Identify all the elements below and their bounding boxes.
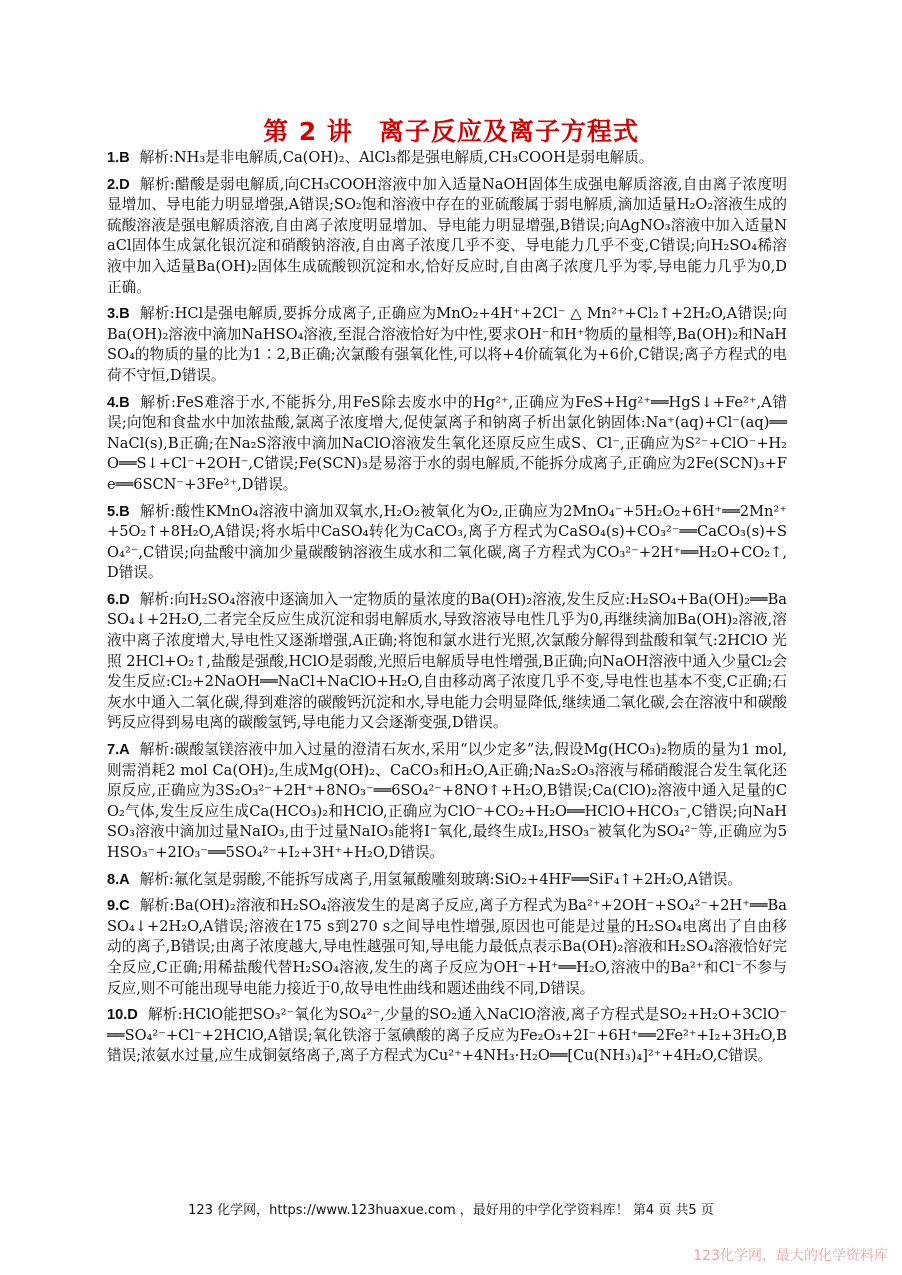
answer-item [107,870,787,891]
answer-number: 4.B [107,394,130,411]
answer-number: 6.D [107,591,130,608]
answer-number: 7.A [107,742,130,759]
watermark-text: 123化学网，最大的化学资料库 [693,1248,888,1264]
answer-item [107,393,787,496]
answer-item [107,740,787,864]
answer-item [107,502,787,584]
answer-list [107,148,787,1073]
answer-item [107,590,787,734]
answer-text: 解析:碳酸氢镁溶液中加入过量的澄清石灰水,采用“以少定多”法,假设Mg(HCO₃)₂物质的量为1 mol,则需消耗2 mol Ca(OH)₂,生成Mg(OH)₂、CaCO₃和H₂O,A正确;Na₂S₂O₃溶液与稀硝酸混合发生氧化还原反应,正确应为3S₂O₃²⁻+2H⁺+8NO₃⁻══6SO₄²⁻+8NO↑+H₂O,B错误;Ca(ClO)₂溶液中通入足量的CO₂气体,发生反应生成Ca(HCO₃)₂和HClO,正确应为ClO⁻+CO₂+H₂O══HClO+HCO₃⁻,C错误;向NaHSO₃溶液中滴加过量NaIO₃,由于过量NaIO₃能将I⁻氧化,最终生成I₂,HSO₃⁻被氧化为SO₄²⁻等,正确应为5HSO₃⁻+2IO₃⁻══5SO₄²⁻+I₂+3H⁺+H₂O,D错误。 [107,741,787,861]
answer-number: 9.C [107,898,130,915]
answer-item [107,304,787,386]
page-title: 第 2 讲 离子反应及离子方程式 [263,117,639,146]
answer-text: 解析:HCl是强电解质,要拆分成离子,正确应为MnO₂+4H⁺+2Cl⁻ △ Mn²⁺+Cl₂↑+2H₂O,A错误;向Ba(OH)₂溶液中滴加NaHSO₄溶液,至混合溶液恰好为中性,要求OH⁻和H⁺物质的量相等,Ba(OH)₂和NaHSO₄的物质的量的比为1∶2,B正确;次氯酸有强氧化性,可以将+4价硫氧化为+6价,C错误;离子方程式的电荷不守恒,D错误。 [107,305,787,384]
answer-number: 3.B [107,306,130,323]
answer-number: 10.D [107,1007,138,1024]
answer-item [107,1005,787,1067]
answer-text: 解析:NH₃是非电解质,Ca(OH)₂、AlCl₃都是强电解质,CH₃COOH是弱电解质。 [139,149,654,166]
answer-text: 解析:Ba(OH)₂溶液和H₂SO₄溶液发生的是离子反应,离子方程式为Ba²⁺+2OH⁻+SO₄²⁻+2H⁺══BaSO₄↓+2H₂O,A错误;溶液在175 s到270 s之间导电性增强,原因也可能是过量的H₂SO₄电离出了自由移动的离子,B错误;由离子浓度越大,导电性越强可知,导电能力最低点表示Ba(OH)₂溶液和H₂SO₄溶液恰好完全反应,C正确;用稀盐酸代替H₂SO₄溶液,发生的离子反应为OH⁻+H⁺══H₂O,溶液中的Ba²⁺和Cl⁻不参与反应,则不可能出现导电能力接近于0,故导电性曲线和题述曲线不同,D错误。 [107,897,787,997]
answer-text: 解析:向H₂SO₄溶液中逐滴加入一定物质的量浓度的Ba(OH)₂溶液,发生反应:H₂SO₄+Ba(OH)₂══BaSO₄↓+2H₂O,二者完全反应生成沉淀和弱电解质水,导致溶液导电性几乎为0,再继续滴加Ba(OH)₂溶液,溶液中离子浓度增大,导电性又逐渐增强,A正确;将饱和氯水进行光照,次氯酸分解得到盐酸和氧气:2HClO 光照 2HCl+O₂↑,盐酸是强酸,HClO是弱酸,光照后电解质导电性增强,B正确;向NaOH溶液中通入少量Cl₂会发生反应:Cl₂+2NaOH══NaCl+NaClO+H₂O,自由移动离子浓度几乎不变,导电性也基本不变,C正确;石灰水中通入二氧化碳,得到难溶的碳酸钙沉淀和水,导电能力会明显降低,继续通二氧化碳,会在溶液中和碳酸钙反应得到易电离的碳酸氢钙,导电能力又会逐渐变强,D错误。 [107,590,787,732]
answer-number: 8.A [107,871,130,888]
answer-text: 解析:氟化氢是弱酸,不能拆写成离子,用氢氟酸雕刻玻璃:SiO₂+4HF══SiF₄↑+2H₂O,A错误。 [139,870,742,888]
answer-number: 5.B [107,503,130,520]
answer-text: 解析:醋酸是弱电解质,向CH₃COOH溶液中加入适量NaOH固体生成强电解质溶液,自由离子浓度明显增加、导电能力明显增强,A错误;SO₂饱和溶液中存在的亚硫酸属于弱电解质,滴加适量H₂O₂溶液生成的硫酸溶液是强电解质溶液,自由离子浓度明显增加、导电能力明显增强,B错误;向AgNO₃溶液中加入适量NaCl固体生成氯化银沉淀和硝酸钠溶液,自由离子浓度几乎不变、导电能力几乎不变,C错误;向H₂SO₄稀溶液中加入适量Ba(OH)₂固体生成硫酸钡沉淀和水,恰好反应时,自由离子浓度几乎为零,导电能力几乎为0,D正确。 [107,175,787,296]
answer-number: 2.D [107,176,130,193]
answer-text: 解析:HClO能把SO₃²⁻氧化为SO₄²⁻,少量的SO₂通入NaClO溶液,离子方程式是SO₂+H₂O+3ClO⁻══SO₄²⁻+Cl⁻+2HClO,A错误;氧化铁溶于氢碘酸的离子反应为Fe₂O₃+2I⁻+6H⁺══2Fe²⁺+I₂+3H₂O,B错误;浓氨水过量,应生成铜氨络离子,离子方程式为Cu²⁺+4NH₃·H₂O══[Cu(NH₃)₄]²⁺+4H₂O,C错误。 [107,1006,787,1065]
page-footer: 123 化学网，https://www.123huaxue.com ，最好用的中学化学资料库！ 第4 页 共5 页 [188,1203,714,1218]
answer-number: 1.B [107,150,130,166]
answer-item [107,175,787,299]
answer-text: 解析:FeS难溶于水,不能拆分,用FeS除去废水中的Hg²⁺,正确应为FeS+Hg²⁺══HgS↓+Fe²⁺,A错误;向饱和食盐水中加浓盐酸,氯离子浓度增大,促使氯离子和钠离子析出氯化钠固体:Na⁺(aq)+Cl⁻(aq)══NaCl(s),B正确;在Na₂S溶液中滴加NaClO溶液发生氧化还原反应生成S、Cl⁻,正确应为S²⁻+ClO⁻+H₂O══S↓+Cl⁻+2OH⁻,C错误;Fe(SCN)₃是易溶于水的弱电解质,不能拆分成离子,正确应为2Fe(SCN)₃+Fe══6SCN⁻+3Fe²⁺,D错误。 [107,393,787,493]
answer-item [107,896,787,999]
answer-item [107,148,787,169]
answer-text: 解析:酸性KMnO₄溶液中滴加双氧水,H₂O₂被氧化为O₂,正确应为2MnO₄⁻+5H₂O₂+6H⁺══2Mn²⁺+5O₂↑+8H₂O,A错误;将水垢中CaSO₄转化为CaCO₃,离子方程式为CaSO₄(s)+CO₃²⁻══CaCO₃(s)+SO₄²⁻,C错误;向盐酸中滴加少量碳酸钠溶液生成水和二氧化碳,离子方程式为CO₃²⁻+2H⁺══H₂O+CO₂↑,D错误。 [107,502,787,582]
